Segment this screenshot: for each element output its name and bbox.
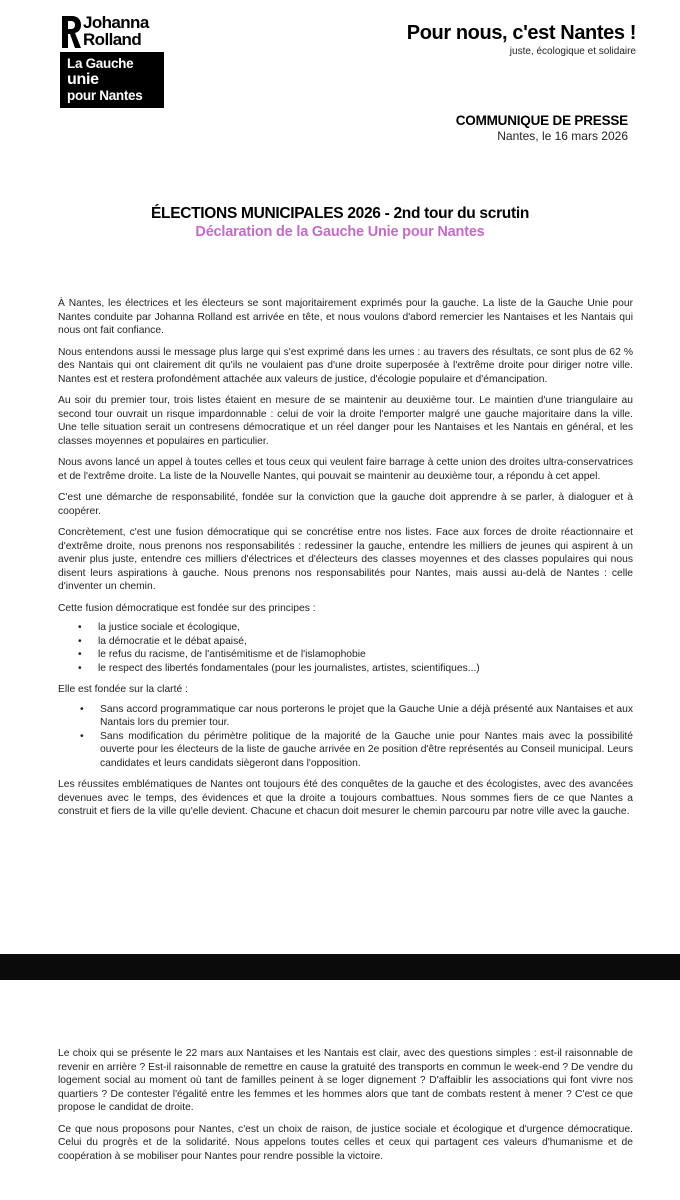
bullet-icon: • [78, 662, 82, 674]
closing-paragraph: Les réussites emblématiques de Nantes ont toujours été des conquêtes de la gauche et des écologistes, avec des avancées devenues avec le temps, des évidences et que la droite a toujours combattues. Nous sommes fiers de ce que Nantes a construit et fiers de la ville qu'elle devient. Chacune et chacun doit mesurer le chemin parcouru par notre ville avec la gauche. [58, 779, 633, 817]
body-text-page-2 [58, 1047, 633, 1171]
clarity-list [58, 703, 633, 771]
principles-list [58, 621, 633, 675]
paragraph-2: Nous entendons aussi le message plus large qui s'est exprimé dans les urnes : au travers des résultats, ce sont plus de 62 % des Nantais qui ont clairement dit qu'ils ne voulaient pas d'une droite superposée à l'extrême droite pour diriger notre ville. Nantes est et restera profondément attachée aux valeurs de justice, d'écologie populaire et d'émancipation. [58, 346, 633, 385]
headline: ÉLECTIONS MUNICIPALES 2026 - 2nd tour du scrutin [150, 205, 530, 222]
press-header [456, 113, 628, 143]
page2-paragraph-2: Ce que nous proposons pour Nantes, c'est un choix de raison, de justice sociale et écologique et d'urgence démocratique. Celui du progrès et de la solidarité. Nous appelons toutes celles et ceux qui partagent ces valeurs d'humanisme et de coopération à se mobiliser pour Nantes pour rendre possible la victoire. [58, 1123, 633, 1162]
slogan [407, 22, 636, 57]
slogan-subtitle: juste, écologique et solidaire [509, 46, 636, 57]
slogan-title: Pour nous, c'est Nantes ! [406, 22, 636, 44]
list-item: • la justice sociale et écologique, [78, 622, 240, 633]
brand-tagline-box [60, 52, 164, 108]
page2-paragraph-1: Le choix qui se présente le 22 mars aux Nantaises et les Nantais est clair, avec des questions simples : est-il raisonnable de revenir en arrière ? Est-il raisonnable de remettre en cause la gratuité des transports en commun le week-end ? De vendre du logement social au moment où tant de familles peinent à se loger dignement ? D'affaiblir les associations qui font vivre nos quartiers ? De contester l'égalité entre les femmes et les hommes alors que tant de combats restent à mener ? C'est ce que propose le candidat de droite. [58, 1048, 633, 1113]
list-item: • le respect des libertés fondamentales (pour les journalistes, artistes, scientifiques...) [78, 662, 480, 674]
list-item: • Sans modification du périmètre politique de la majorité de la Gauche unie pour Nantes mais avec la possibilité ouverte pour les électeurs de la liste de gauche arrivée en 2e position d'être représentés au Conseil municipal. Leurs candidates et leurs candidats siègeront dans l'opposition. [80, 730, 633, 769]
list-item: • Sans accord programmatique car nous porterons le projet que la Gauche Unie a déjà présenté aux Nantaises et aux Nantais lors du premier tour. [80, 703, 633, 728]
paragraph-6: Concrètement, c'est une fusion démocratique qui se concrétise entre nos listes. Face aux forces de droite réactionnaire et d'extrême droite, nous prenons nos responsabilités : redessiner la gauche, entendre les milliers de jeunes qui aspirent à un avenir plus juste, entendre ces milliers d'électrices et d'électeurs des classes moyennes et des classes populaires qui nous disent leurs aspirations à gauche. Nous prenons nos responsabilités pour Nantes, mais aussi au-delà de Nantes : celle d'inventer un chemin. [58, 527, 633, 592]
press-date: Nantes, le 16 mars 2026 [497, 129, 628, 143]
brand-box-unie: unie [67, 71, 99, 88]
brand-r-logo-icon [60, 14, 82, 50]
body-text [58, 297, 633, 827]
brand-name-first: Johanna [83, 13, 149, 32]
list-item: • le refus du racisme, de l'antisémitisme et de l'islamophobie [78, 649, 366, 660]
bullet-icon: • [78, 622, 82, 633]
paragraph-4: Nous avons lancé un appel à toutes celles et tous ceux qui veulent faire barrage à cette union des droites ultra-conservatrices et de l'extrême droite. La liste de la Nouvelle Nantes, qui pouvait se maintenir au deuxième tour, a répondu à cet appel. [58, 457, 633, 482]
principles-intro: Cette fusion démocratique est fondée sur des principes : [58, 602, 316, 614]
brand-box-line1: La Gauche [67, 56, 134, 71]
brand-box-line2: pour Nantes [67, 88, 143, 103]
paragraph-3: Au soir du premier tour, trois listes étaient en mesure de se maintenir au deuxième tour. Le maintien d'une triangulaire au second tour ouvrait un risque impardonnable : celui de voir la droite l'emporter malgré une gauche majoritaire dans la ville. Une telle situation serait un contresens démocratique et un réel danger pour les Nantaises et les Nantais en général, et les classes moyennes et populaires en particulier. [58, 395, 633, 447]
press-title: COMMUNIQUE DE PRESSE [455, 113, 628, 128]
bullet-icon: • [78, 635, 82, 647]
brand-name [83, 14, 149, 48]
bullet-icon: • [78, 649, 82, 660]
page-separator-band [0, 954, 680, 980]
paragraph-1: À Nantes, les électrices et les électeurs se sont majoritairement exprimés pour la gauche. La liste de la Gauche Unie pour Nantes conduite par Johanna Rolland est arrivée en tête, et nous voulons d'abord remercier les Nantaises et les Nantais qui nous ont fait confiance. [58, 298, 633, 336]
list-item: • la démocratie et le débat apaisé, [78, 635, 247, 647]
paragraph-5: C'est une démarche de responsabilité, fondée sur la conviction que la gauche doit apprendre à se parler, à dialoguer et à coopérer. [58, 492, 633, 517]
bullet-icon: • [80, 703, 84, 715]
bullet-icon: • [80, 730, 84, 742]
brand-name-last: Rolland [83, 30, 142, 49]
subheadline: Déclaration de la Gauche Unie pour Nantes [195, 224, 485, 240]
clarity-intro: Elle est fondée sur la clarté : [58, 684, 188, 695]
